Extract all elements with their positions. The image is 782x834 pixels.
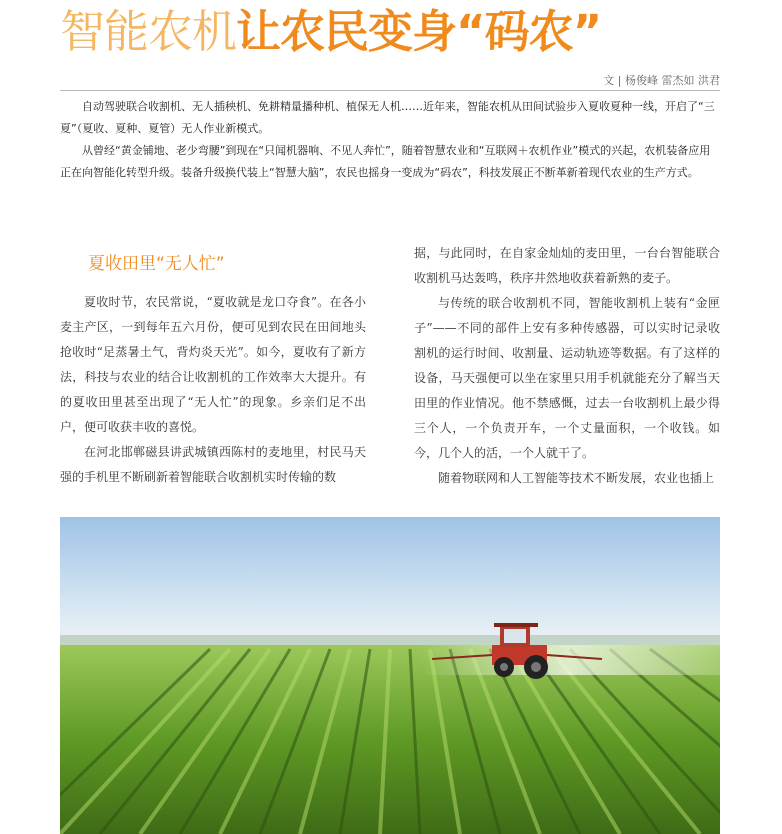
right-paragraph-1: 据，与此同时，在自家金灿灿的麦田里，一台台智能联合收割机马达轰鸣，秩序井然地收获着新熟的麦子。 [414, 246, 720, 285]
title-part-2: 让农民变身“码农” [236, 5, 602, 58]
article-title [60, 2, 601, 62]
right-paragraph-2: 与传统的联合收割机不同，智能收割机上装有“金匣子”——不同的部件上安有多种传感器，可以实时记录收割机的运行时间、收割量、运动轨迹等数据。有了这样的设备，马天强便可以坐在家里只用手机就能充分了解当天田里的作业情况。他不禁感慨，过去一台收割机上最少得三个人，一个负责开车，一个丈量面积，一个收钱。如今，几个人的活，一个人就干了。 [414, 296, 720, 460]
header-divider [60, 90, 720, 91]
byline: 文 | 杨俊峰 雷杰如 洪君 [603, 74, 720, 87]
left-paragraph-2: 在河北邯郸磁县讲武城镇西陈村的麦地里，村民马天强的手机里不断刷新着智能联合收割机实时传输的数 [60, 445, 366, 484]
lead-section [60, 96, 720, 184]
title-part-1: 智能农机 [60, 5, 237, 58]
field-tractor-photo [60, 517, 720, 834]
right-paragraph-3: 随着物联网和人工智能等技术不断发展，农业也插上 [438, 471, 715, 485]
sky [60, 517, 720, 647]
lead-paragraph-1: 自动驾驶联合收割机、无人插秧机、免耕精量播种机、植保无人机……近年来，智能农机从田间试验步入夏收夏种一线，开启了“三夏”（夏收、夏种、夏管）无人作业新模式。 [60, 100, 715, 135]
spray-mist [420, 645, 720, 675]
section-heading: 夏收田里“无人忙” [88, 254, 225, 274]
left-column [60, 290, 366, 490]
left-paragraph-1: 夏收时节，农民常说，“夏收就是龙口夺食”。在各小麦主产区，一到每年五六月份，便可见到农民在田间地头抢收时“足蒸暑土气，背灼炎天光”。如今，夏收有了新方法，科技与农业的结合让收割机的工作效率大大提升。有的夏收田里甚至出现了“无人忙”的现象。乡亲们足不出户，便可收获丰收的喜悦。 [60, 295, 366, 434]
field-photo-illustration [60, 517, 720, 834]
right-column [414, 241, 720, 491]
lead-paragraph-2: 从曾经“黄金铺地、老少弯腰”到现在“只闻机器响、不见人奔忙”，随着智慧农业和“互联网＋农机作业”模式的兴起，农机装备应用正在向智能化转型升级。装备升级换代装上“智慧大脑”，农民也摇身一变成为“码农”，科技发展正不断革新着现代农业的生产方式。 [60, 144, 711, 179]
